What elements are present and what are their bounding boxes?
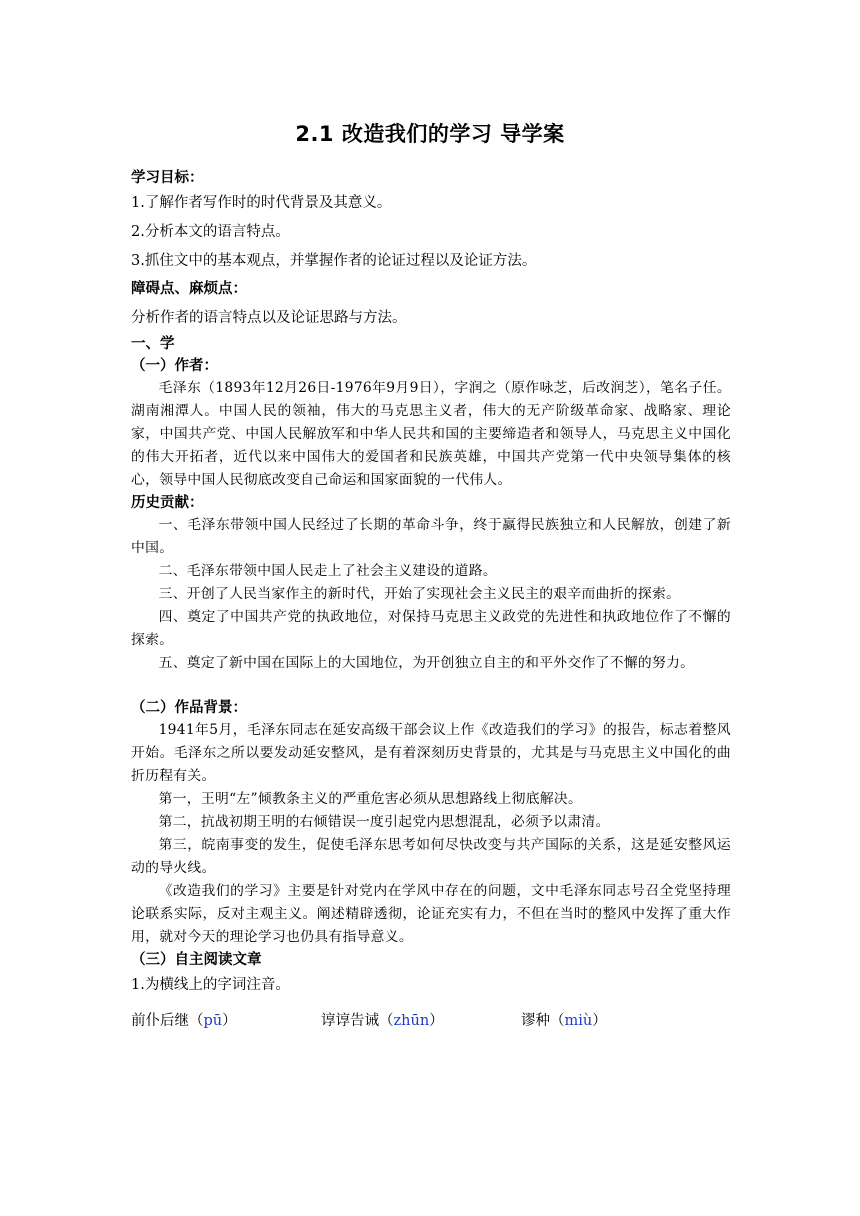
- history-item: 二、毛泽东带领中国人民走上了社会主义建设的道路。: [158, 563, 497, 579]
- pinyin-word: 谆谆告诫: [321, 1013, 379, 1029]
- pinyin-close-paren: ）: [222, 1013, 237, 1029]
- section1-heading: 一、学: [131, 336, 175, 352]
- goals-heading: 学习目标：: [131, 170, 204, 186]
- document-body: [131, 167, 731, 1036]
- goal-item: 2.分析本文的语言特点。: [131, 224, 290, 240]
- document-title: 2.1 改造我们的学习 导学案: [295, 122, 565, 146]
- spacer: [131, 675, 731, 697]
- pinyin-close-paren: ）: [592, 1013, 607, 1029]
- background-paragraph: 1941年5月，毛泽东同志在延安高级干部会议上作《改造我们的学习》的报告，标志着整风开始。毛泽东之所以要发动延安整风，是有着深刻历史背景的，尤其是与马克思主义中国化的曲折历程有关。: [131, 722, 731, 784]
- reading-task: 1.为横线上的字词注音。: [131, 977, 290, 993]
- author-heading: （一）作者：: [131, 358, 218, 374]
- pinyin-open-paren: （: [550, 1013, 565, 1029]
- goal-item: 3.抓住文中的基本观点，并掌握作者的论证过程以及论证方法。: [131, 253, 537, 269]
- author-paragraph: 毛泽东（1893年12月26日-1976年9月9日），字润之（原作咏芝，后改润芝），笔名子任。湖南湘潭人。中国人民的领袖，伟大的马克思主义者，伟大的无产阶级革命家、战略家、理论家，中国共产党、中国人民解放军和中华人民共和国的主要缔造者和领导人，马克思主义中国化的伟大开拓者，近代以来中国伟大的爱国者和民族英雄，中国共产党第一代中央领导集体的核心，领导中国人民彻底改变自己命运和国家面貌的一代伟人。: [131, 380, 731, 488]
- pinyin-answer: pū: [203, 1013, 223, 1029]
- pinyin-open-paren: （: [189, 1013, 204, 1029]
- pinyin-close-paren: ）: [429, 1013, 444, 1029]
- history-item: 四、奠定了中国共产党的执政地位，对保持马克思主义政党的先进性和执政地位作了不懈的探索。: [131, 609, 731, 648]
- history-heading: 历史贡献：: [131, 495, 204, 511]
- background-paragraph: 《改造我们的学习》主要是针对党内在学风中存在的问题，文中毛泽东同志号召全党坚持理论联系实际，反对主观主义。阐述精辟透彻，论证充实有力，不但在当时的整风中发挥了重大作用，就对今天的理论学习也仍具有指导意义。: [131, 883, 731, 945]
- history-item: 五、奠定了新中国在国际上的大国地位，为开创独立自主的和平外交作了不懈的努力。: [158, 655, 695, 671]
- pinyin-open-paren: （: [379, 1013, 394, 1029]
- difficulty-text: 分析作者的语言特点以及论证思路与方法。: [131, 310, 407, 326]
- background-paragraph: 第三，皖南事变的发生，促使毛泽东思考如何尽快改变与共产国际的关系，这是延安整风运动的导火线。: [131, 837, 731, 876]
- history-item: 三、开创了人民当家作主的新时代，开始了实现社会主义民主的艰辛而曲折的探索。: [158, 586, 681, 602]
- pinyin-word: 前仆后继: [131, 1013, 189, 1029]
- pinyin-answer: miù: [564, 1013, 593, 1029]
- pinyin-item: [521, 1006, 607, 1036]
- background-paragraph: 第一，王明“左”倾教条主义的严重危害必须从思想路线上彻底解决。: [158, 791, 583, 807]
- goal-item: 1.了解作者写作时的时代背景及其意义。: [131, 195, 392, 211]
- reading-heading: （三）自主阅读文章: [131, 952, 262, 968]
- pinyin-answer: zhūn: [393, 1013, 430, 1029]
- pinyin-word: 谬种: [521, 1013, 550, 1029]
- pinyin-item: [321, 1006, 521, 1036]
- pinyin-row: [131, 1006, 731, 1036]
- difficulty-heading: 障碍点、麻烦点：: [131, 281, 247, 297]
- background-heading: （二）作品背景：: [131, 700, 247, 716]
- background-paragraph: 第二，抗战初期王明的右倾错误一度引起党内思想混乱，必须予以肃清。: [158, 814, 610, 830]
- pinyin-item: [131, 1006, 321, 1036]
- history-item: 一、毛泽东带领中国人民经过了长期的革命斗争，终于赢得民族独立和人民解放，创建了新中国。: [131, 517, 731, 556]
